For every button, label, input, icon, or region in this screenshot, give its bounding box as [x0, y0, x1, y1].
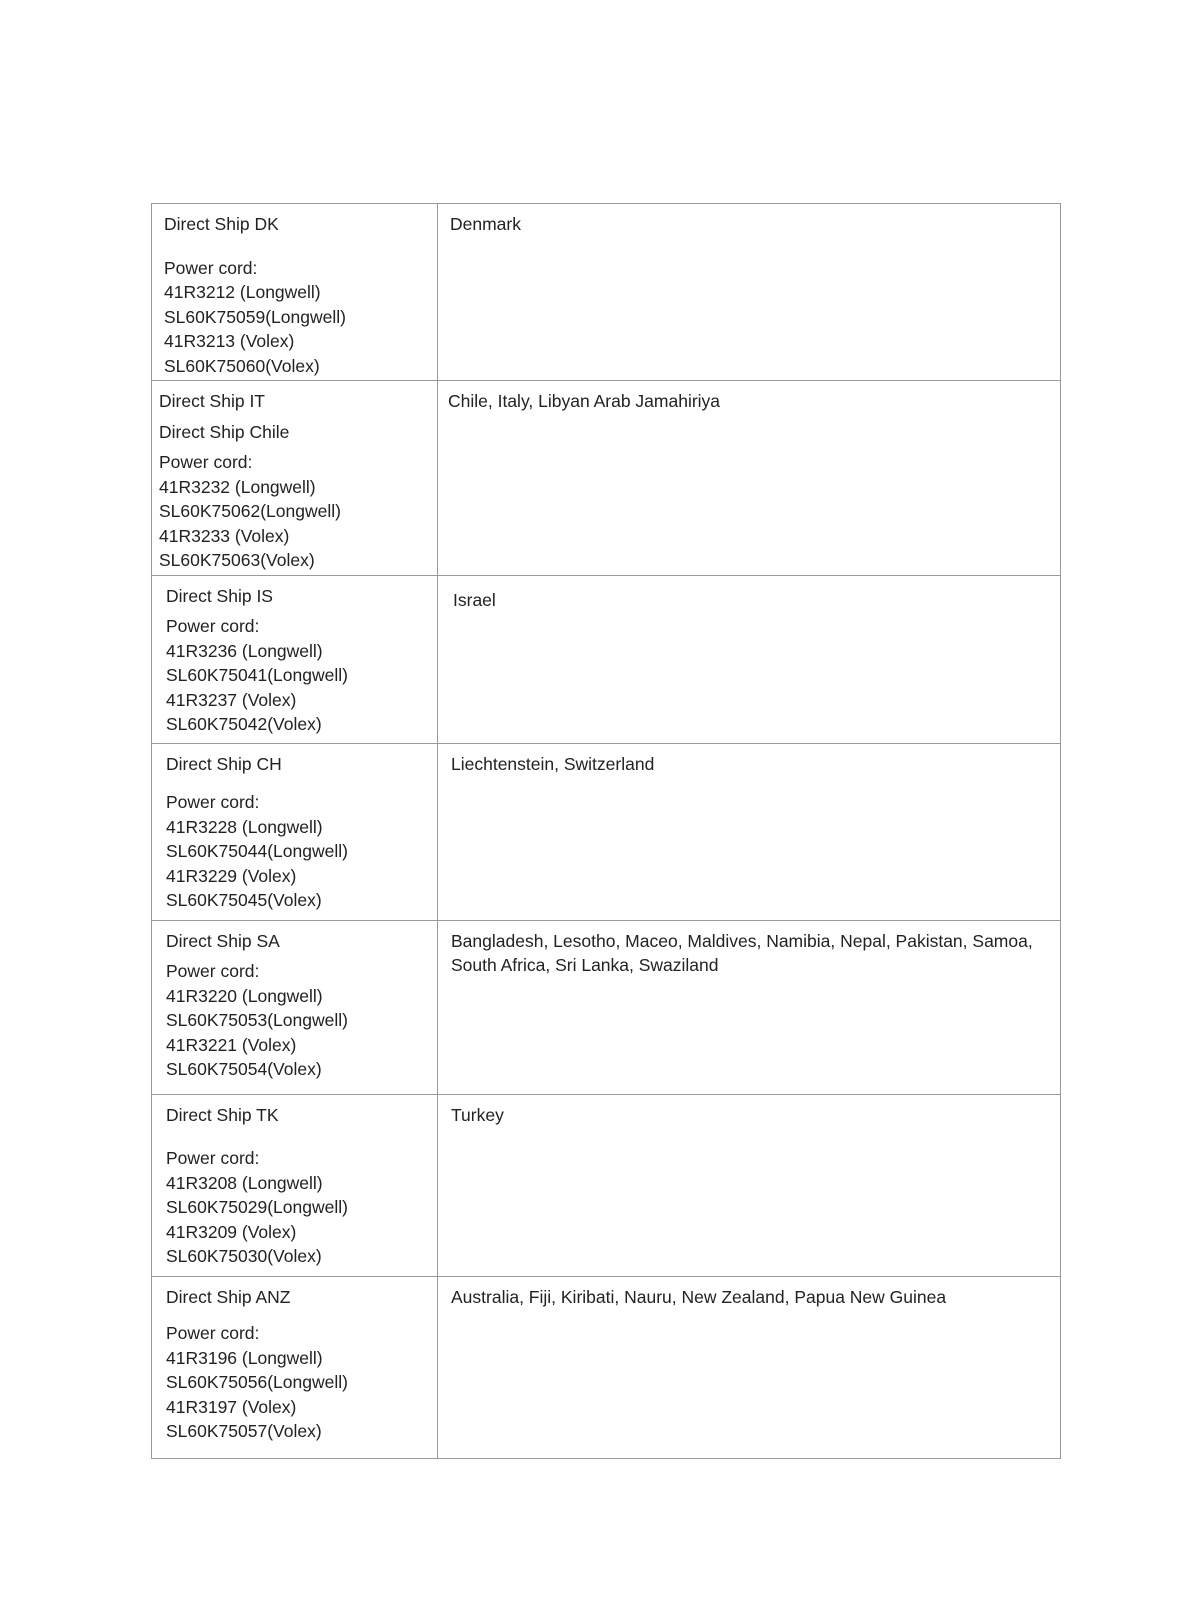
countries-text: Israel: [453, 589, 496, 610]
offering-cell: [152, 575, 438, 743]
offering-title: Direct Ship CH: [166, 753, 282, 774]
power-cord-label: Power cord:: [166, 961, 260, 981]
power-cord-part: 41R3212 (Longwell): [164, 282, 321, 302]
offering-title: Direct Ship DK: [164, 214, 279, 234]
power-cord-part: SL60K75063(Volex): [159, 550, 315, 570]
power-cord-part: SL60K75030(Volex): [166, 1246, 322, 1266]
power-cord-part: 41R3221 (Volex): [166, 1034, 297, 1055]
table-row: [152, 1276, 1061, 1458]
power-cord-part: 41R3213 (Volex): [164, 331, 295, 351]
countries-cell: [438, 920, 1061, 1094]
power-cord-label: Power cord:: [166, 1323, 260, 1343]
power-cord-part: SL60K75029(Longwell): [166, 1197, 348, 1217]
countries-text: Bangladesh, Lesotho, Maceo, Maldives, Namibia, Nepal, Pakistan, Samoa, South Africa, Sri Lanka, Swaziland: [451, 930, 1033, 975]
offering-cell: [152, 381, 438, 576]
table-row: [152, 920, 1061, 1094]
offering-title: Direct Ship IT: [159, 391, 265, 411]
power-cord-part: 41R3209 (Volex): [166, 1221, 297, 1242]
power-cord-label: Power cord:: [166, 616, 260, 636]
offering-cell: [152, 1276, 438, 1458]
power-cord-part: 41R3196 (Longwell): [166, 1347, 323, 1368]
power-cord-part: SL60K75059(Longwell): [164, 306, 346, 327]
offering-title: Direct Ship TK: [166, 1104, 279, 1125]
countries-cell: [438, 575, 1061, 743]
power-cord-part: 41R3208 (Longwell): [166, 1172, 323, 1193]
countries-text: Turkey: [451, 1104, 504, 1125]
table-row: [152, 204, 1061, 381]
power-cord-label: Power cord:: [166, 792, 260, 812]
power-cord-part: 41R3236 (Longwell): [166, 640, 323, 661]
countries-text: Australia, Fiji, Kiribati, Nauru, New Zealand, Papua New Guinea: [451, 1286, 947, 1307]
power-cord-part: 41R3232 (Longwell): [159, 476, 316, 497]
power-cord-part: 41R3233 (Volex): [159, 525, 290, 546]
power-cord-part: SL60K75041(Longwell): [166, 665, 348, 685]
offering-title: Direct Ship SA: [166, 930, 280, 951]
power-cord-part: SL60K75045(Volex): [166, 890, 322, 910]
countries-cell: [438, 743, 1061, 920]
power-cord-part: SL60K75056(Longwell): [166, 1372, 348, 1392]
countries-text: Denmark: [450, 214, 521, 234]
countries-cell: [438, 204, 1061, 381]
power-cord-label: Power cord:: [166, 1148, 260, 1168]
power-cord-label: Power cord:: [164, 257, 258, 278]
power-cord-part: SL60K75054(Volex): [166, 1059, 322, 1079]
offering-cell: [152, 204, 438, 381]
countries-cell: [438, 381, 1061, 576]
countries-cell: [438, 1276, 1061, 1458]
power-cord-part: 41R3220 (Longwell): [166, 985, 323, 1006]
power-cord-label: Power cord:: [159, 452, 253, 472]
offering-cell: [152, 743, 438, 920]
country-power-cord-table: [151, 203, 1061, 1459]
offering-title: Direct Ship IS: [166, 585, 273, 606]
power-cord-part: SL60K75044(Longwell): [166, 841, 348, 861]
offering-cell: [152, 1094, 438, 1276]
offering-title: Direct Ship Chile: [159, 421, 290, 442]
power-cord-part: SL60K75053(Longwell): [166, 1010, 348, 1030]
countries-text: Chile, Italy, Libyan Arab Jamahiriya: [448, 391, 721, 411]
power-cord-part: 41R3237 (Volex): [166, 689, 297, 710]
table-row: [152, 743, 1061, 920]
table-row: [152, 1094, 1061, 1276]
offering-cell: [152, 920, 438, 1094]
table-row: [152, 381, 1061, 576]
power-cord-part: 41R3229 (Volex): [166, 865, 297, 886]
offering-title: Direct Ship ANZ: [166, 1286, 291, 1307]
power-cord-part: SL60K75057(Volex): [166, 1421, 322, 1441]
power-cord-part: 41R3228 (Longwell): [166, 816, 323, 837]
countries-cell: [438, 1094, 1061, 1276]
power-cord-part: 41R3197 (Volex): [166, 1396, 297, 1417]
power-cord-part: SL60K75042(Volex): [166, 714, 322, 734]
power-cord-part: SL60K75062(Longwell): [159, 501, 341, 521]
table-row: [152, 575, 1061, 743]
countries-text: Liechtenstein, Switzerland: [451, 753, 655, 774]
power-cord-part: SL60K75060(Volex): [164, 355, 320, 376]
